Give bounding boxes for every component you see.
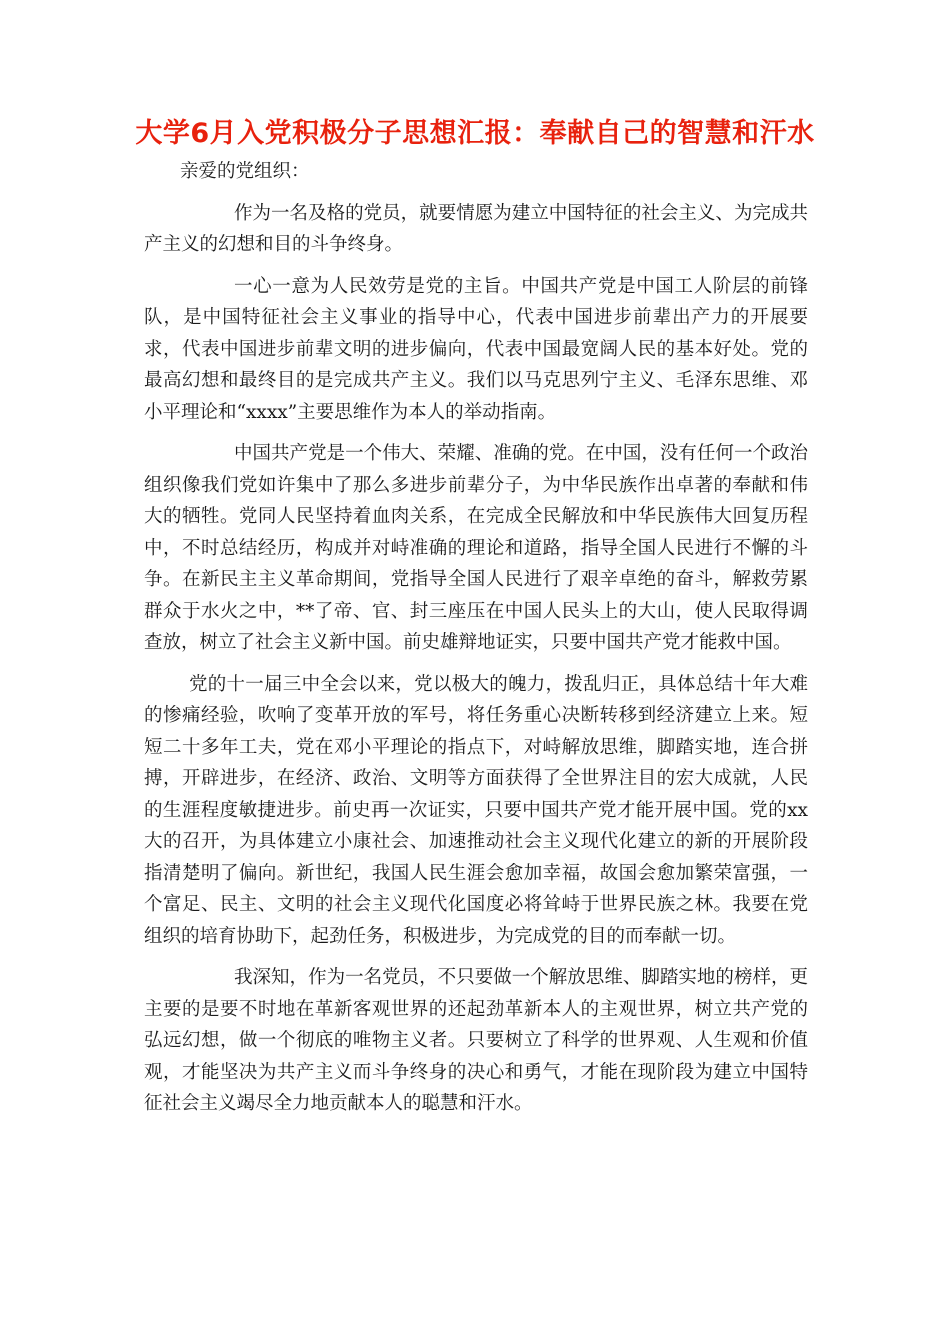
paragraph-1: 作为一名及格的党员，就要情愿为建立中国特征的社会主义、为完成共产主义的幻想和目的斗争终身。 xyxy=(144,202,808,255)
paragraph-2: 一心一意为人民效劳是党的主旨。中国共产党是中国工人阶层的前锋队，是中国特征社会主义事业的指导中心，代表中国进步前辈出产力的开展要求，代表中国进步前辈文明的进步偏向，代表中国最宽阔人民的基本好处。党的最高幻想和最终目的是完成共产主义。我们以马克思列宁主义、毛泽东思维、邓小平理论和“xxxx”主要思维作为本人的举动指南。 xyxy=(144,275,808,423)
document-body xyxy=(144,156,808,1120)
paragraph-4: 党的十一届三中全会以来，党以极大的魄力，拨乱归正，具体总结十年大难的惨痛经验，吹响了变革开放的军号，将任务重心决断转移到经济建立上来。短短二十多年工夫，党在邓小平理论的指点下，对峙解放思维，脚踏实地，连合拼搏，开辟进步，在经济、政治、文明等方面获得了全世界注目的宏大成就，人民的生涯程度敏捷进步。前史再一次证实，只要中国共产党才能开展中国。党的xx大的召开，为具体建立小康社会、加速推动社会主义现代化建立的新的开展阶段指清楚明了偏向。新世纪，我国人民生涯会愈加幸福，故国会愈加繁荣富强，一个富足、民主、文明的社会主义现代化国度必将耸峙于世界民族之林。我要在党组织的培育协助下，起劲任务，积极进步，为完成党的目的而奉献一切。 xyxy=(144,673,808,947)
paragraph-3: 中国共产党是一个伟大、荣耀、准确的党。在中国，没有任何一个政治组织像我们党如许集中了那么多进步前辈分子，为中华民族作出卓著的奉献和伟大的牺牲。党同人民坚持着血肉关系，在完成全民解放和中华民族伟大回复历程中，不时总结经历，构成并对峙准确的理论和道路，指导全国人民进行不懈的斗争。在新民主主义革命期间，党指导全国人民进行了艰辛卓绝的奋斗，解救劳累群众于水火之中，**了帝、官、封三座压在中国人民头上的大山，使人民取得调查放，树立了社会主义新中国。前史雄辩地证实，只要中国共产党才能救中国。 xyxy=(144,443,808,653)
document-title: 大学6月入党积极分子思想汇报：奉献自己的智慧和汗水 xyxy=(135,118,815,149)
salutation: 亲爱的党组织： xyxy=(180,161,310,182)
paragraph-5: 我深知，作为一名党员，不只要做一个解放思维、脚踏实地的榜样，更主要的是要不时地在革新客观世界的还起劲革新本人的主观世界，树立共产党的弘远幻想，做一个彻底的唯物主义者。只要树立了科学的世界观、人生观和价值观，才能坚决为共产主义而斗争终身的决心和勇气，才能在现阶段为建立中国特征社会主义竭尽全力地贡献本人的聪慧和汗水。 xyxy=(144,967,808,1114)
